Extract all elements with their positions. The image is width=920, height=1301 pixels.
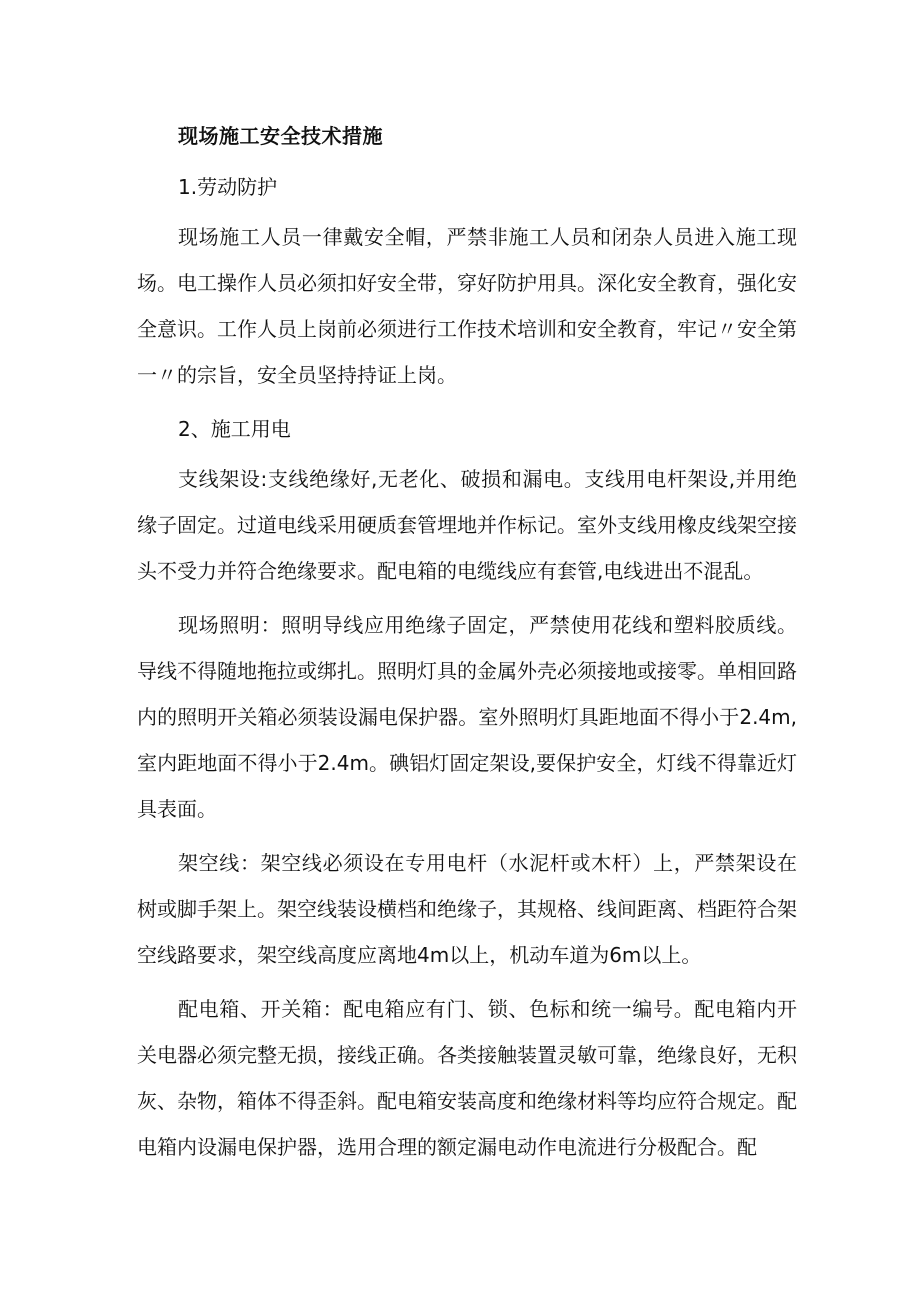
paragraph-site-lighting: 现场照明：照明导线应用绝缘子固定，严禁使用花线和塑料胶质线。导线不得随地拖拉或绑扎。照明灯具的金属外壳必须接地或接零。单相回路内的照明开关箱必须装设漏电保护器。室外照明灯具距地面不得小于2.4m,室内距地面不得小于2.4m。碘铝灯固定架设,要保护安全，灯线不得靠近灯具表面。 — [137, 613, 797, 821]
paragraph-branch-line: 支线架设:支线绝缘好,无老化、破损和漏电。支线用电杆架设,并用绝缘子固定。过道电线采用硬质套管埋地并作标记。室外支线用橡皮线架空接头不受力并符合绝缘要求。配电箱的电缆线应有套管,电线进出不混乱。 — [137, 467, 797, 583]
section-heading-construction-power: 2、施工用电 — [178, 417, 291, 441]
paragraph-distribution-box: 配电箱、开关箱：配电箱应有门、锁、色标和统一编号。配电箱内开关电器必须完整无损，接线正确。各类接触装置灵敏可靠，绝缘良好，无积灰、杂物，箱体不得歪斜。配电箱安装高度和绝缘材料等均应符合规定。配电箱内设漏电保护器，选用合理的额定漏电动作电流进行分极配合。配 — [137, 997, 797, 1159]
paragraph-overhead-line: 架空线：架空线必须设在专用电杆（水泥杆或木杆）上，严禁架设在树或脚手架上。架空线装设横档和绝缘子，其规格、线间距离、档距符合架空线路要求，架空线高度应离地4m以上，机动车道为6m以上。 — [137, 851, 797, 967]
document-body — [137, 160, 797, 1178]
document-title: 现场施工安全技术措施 — [178, 124, 383, 148]
paragraph-labor-protection: 现场施工人员一律戴安全帽，严禁非施工人员和闭杂人员进入施工现场。电工操作人员必须扣好安全带，穿好防护用具。深化安全教育，强化安全意识。工作人员上岗前必须进行工作技术培训和安全教育，牢记〃安全第一〃的宗旨，安全员坚持持证上岗。 — [137, 225, 797, 387]
section-heading-labor-protection: 1.劳动防护 — [178, 175, 278, 199]
